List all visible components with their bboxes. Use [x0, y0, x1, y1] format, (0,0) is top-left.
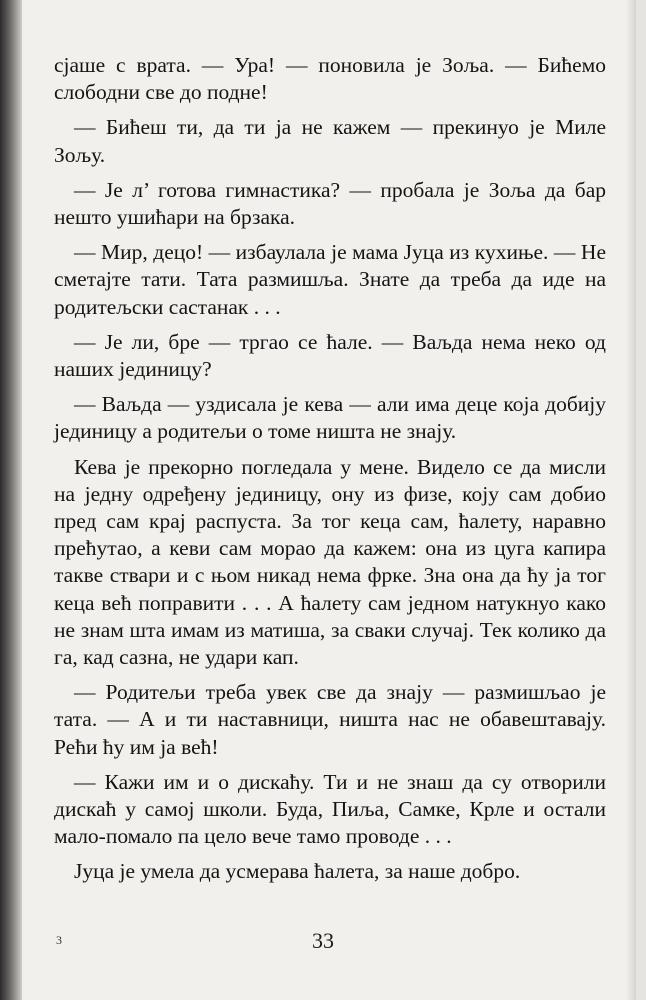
paragraph-9: — Кажи им и о дискаћу. Ти и не знаш да су отворили дискаћ у самој школи. Буда, Пиља, Самке, Крле и остали мало-помало па цело вече тамо проводе . . . [54, 769, 606, 849]
paragraph-10: Јуца је умела да усмерава ћалета, за наше добро. [74, 859, 521, 884]
book-binding-shadow [0, 0, 22, 1000]
paragraph-5: — Је ли, бре — тргао се ћале. — Ваљда нема неко од наших јединицу? [54, 329, 606, 382]
page-number: 33 [312, 928, 334, 953]
page-text [54, 52, 606, 894]
printer-signature-mark: 3 [56, 933, 62, 947]
paragraph-6: — Ваљда — уздисала је кева — али има деце која добију јединицу а родитељи о томе ништа не знају. [54, 392, 606, 444]
paragraph-8: — Родитељи треба увек све да знају — размишљао је тата. — А и ти наставници, ништа нас не обавештавају. Рећи ћу им ја већ! [54, 680, 606, 759]
page-edge [626, 0, 636, 1000]
paragraph-1: сјаше с врата. — Ура! — поновила је Зоља. — Бићемо слободни све до подне! [54, 53, 606, 105]
paragraph-4: — Мир, децо! — избаулала је мама Јуца из кухиње. — Не сметајте тати. Тата размишља. Знате да треба да иде на родитељски састанак . . . [54, 240, 606, 319]
paragraph-3: — Је л’ готова гимнастика? — пробала је Зоља да бар нешто ушићари на брзака. [54, 177, 606, 230]
paragraph-2: — Бићеш ти, да ти ја не кажем — прекинуо је Миле Зољу. [54, 115, 606, 167]
paragraph-7: Кева је прекорно погледала у мене. Видело се да мисли на једну одређену јединицу, ону из физе, коју сам добио пред сам крај распуста. За тог кеца сам, ћалету, наравно прећутао, а кеви сам морао да кажем: она из цуга капира такве ствари и с њом никад нема фрке. Зна она да ћу ја тог кеца већ поправити . . . А ћалету сам једном натукнуо како не знам шта имам из матиша, за сваки случај. Тек колико да га, кад сазна, не удари кап. [54, 454, 606, 670]
